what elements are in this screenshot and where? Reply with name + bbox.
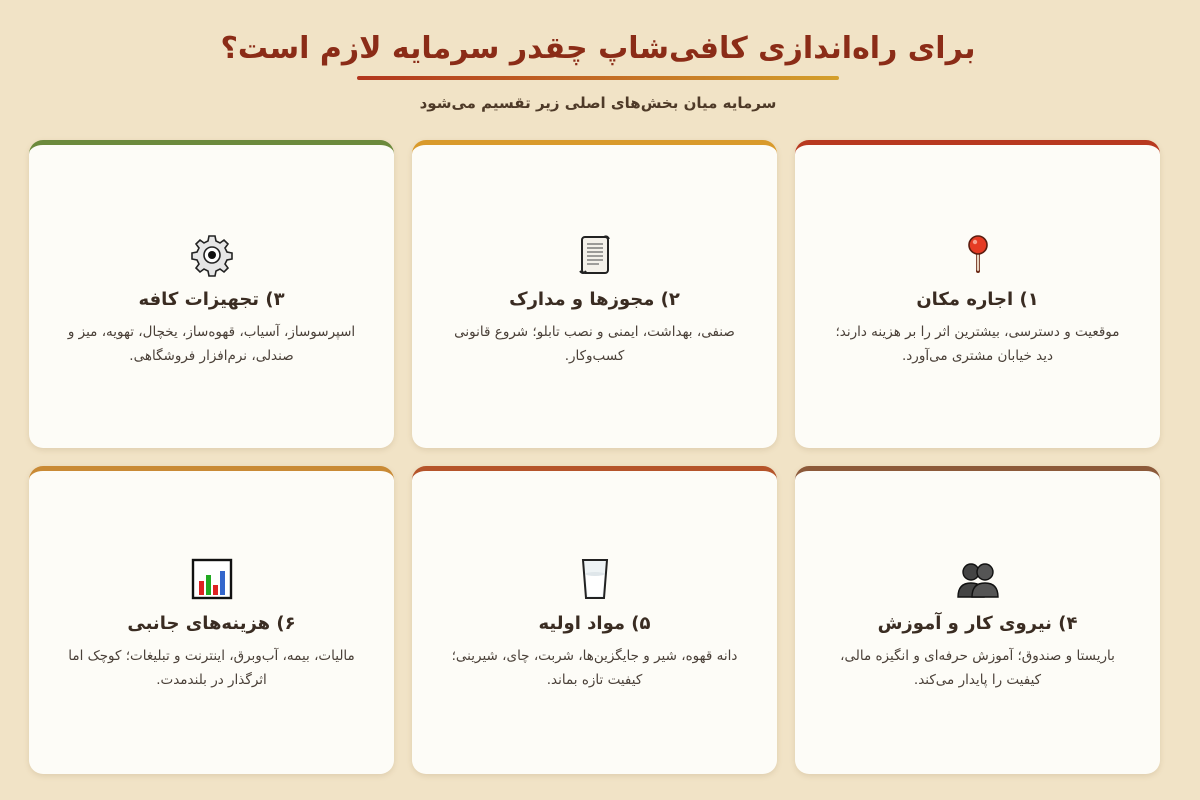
card-rent: [795, 140, 1160, 448]
scroll-icon: [571, 231, 619, 279]
card-description: دانه قهوه، شیر و جایگزین‌ها، شربت، چای، شیرینی؛ کیفیت تازه بماند.: [451, 648, 738, 688]
card-equipment: [29, 140, 394, 448]
map-pin-icon: [954, 231, 1002, 279]
card-description: مالیات، بیمه، آب‌وبرق، اینترنت و تبلیغات؛ کوچک اما اثرگذار در بلندمدت.: [68, 648, 355, 688]
card-side-costs: [29, 466, 394, 774]
page-title: برای راه‌اندازی کافی‌شاپ چقدر سرمایه لازم است؟: [220, 31, 976, 66]
people-icon: [954, 555, 1002, 603]
glass-icon: [571, 555, 619, 603]
card-description: اسپرسوساز، آسیاب، قهوه‌ساز، یخچال، تهویه، میز و صندلی، نرم‌افزار فروشگاهی.: [67, 324, 356, 364]
gear-icon: [188, 231, 236, 279]
title-underline: [357, 76, 839, 80]
card-title: ۳) تجهیزات کافه: [138, 289, 285, 310]
card-description: موقعیت و دسترسی، بیشترین اثر را بر هزینه دارند؛ دید خیابان مشتری می‌آورد.: [835, 324, 1120, 364]
card-title: ۴) نیروی کار و آموزش: [877, 613, 1078, 634]
card-description: باریستا و صندوق؛ آموزش حرفه‌ای و انگیزه مالی، کیفیت را پایدار می‌کند.: [840, 648, 1115, 688]
cost-cards-grid: [31, 140, 1160, 774]
card-staff: [795, 466, 1160, 774]
card-description: صنفی، بهداشت، ایمنی و نصب تابلو؛ شروع قانونی کسب‌وکار.: [454, 324, 735, 364]
card-title: ۵) مواد اولیه: [538, 613, 651, 634]
page-subtitle: سرمایه میان بخش‌های اصلی زیر تقسیم می‌شود: [419, 94, 777, 112]
card-title: ۲) مجوزها و مدارک: [509, 289, 680, 310]
card-title: ۶) هزینه‌های جانبی: [127, 613, 296, 634]
card-ingredients: [412, 466, 777, 774]
bar-chart-icon: [188, 555, 236, 603]
card-permits: [412, 140, 777, 448]
header: [0, 0, 1196, 112]
card-title: ۱) اجاره مکان: [916, 289, 1039, 310]
